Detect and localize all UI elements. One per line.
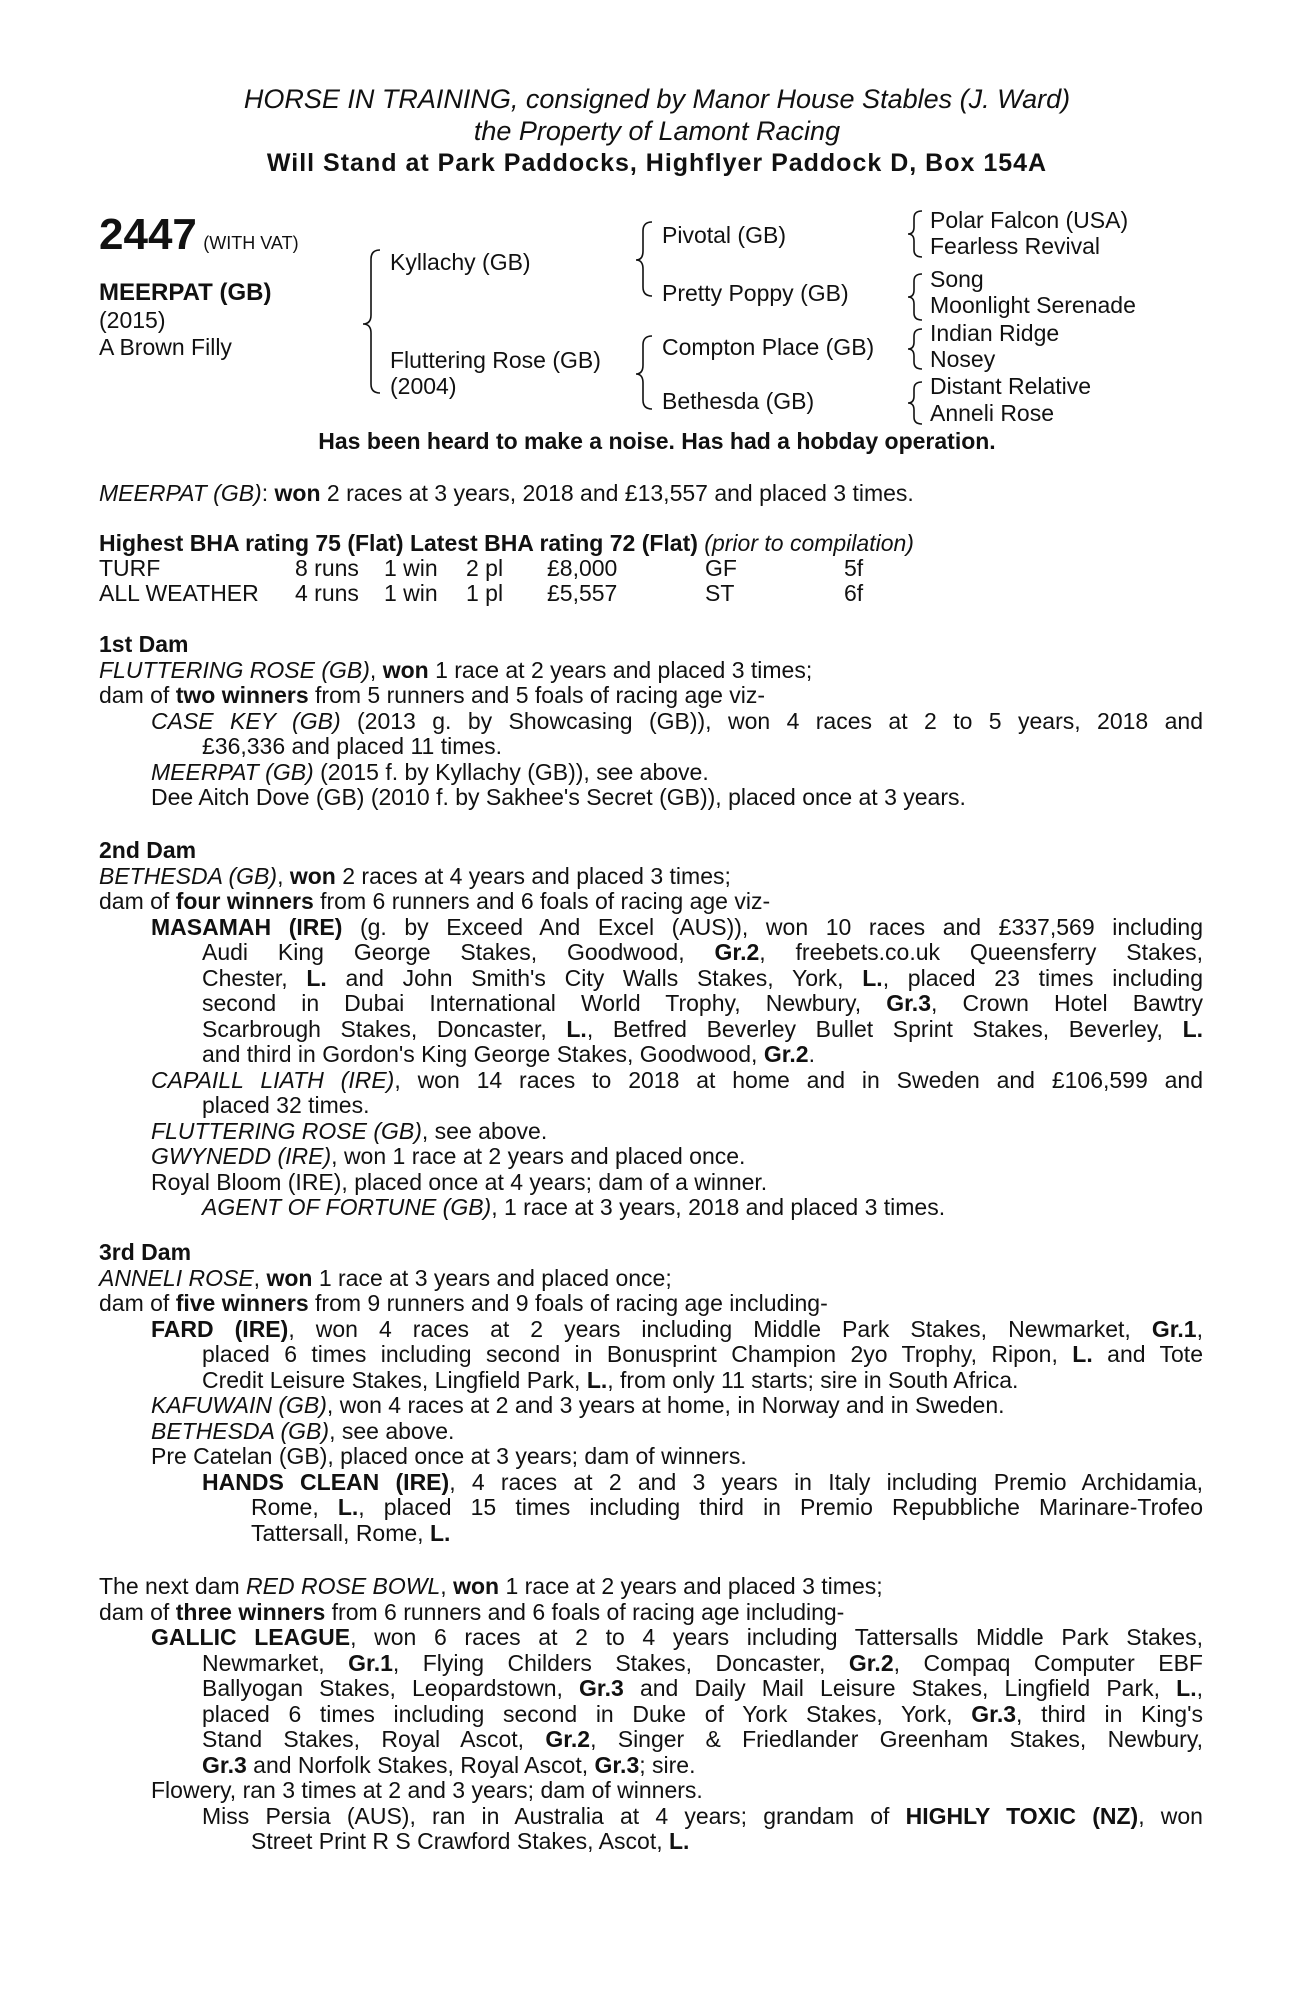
lot-vat: (WITH VAT) [203, 233, 299, 253]
brace-ss [908, 211, 922, 257]
section-heading: 3rd Dam [99, 1239, 192, 1265]
pedigree-sire: Kyllachy (GB) [390, 249, 531, 275]
brace-gen1 [363, 250, 380, 393]
pedigree-ddd: Anneli Rose [930, 400, 1055, 426]
brace-dd [908, 382, 922, 424]
lot-number: 2447 [99, 210, 197, 259]
third-dam-section: 3rd Dam ANNELI ROSE, won 1 race at 3 years and placed once; dam of five winners from 9 runners and 9 foals of racing age including- FARD (IRE), won 4 races at 2 years including Middle Park Stakes, Newmarket, Gr.1, placed 6 times including second in Bonusprint Champion 2yo Trophy, Ripon, L. and Tote Credit Leisure Stakes, Lingfield Park, L., from only 11 starts; sire in South Africa. KAFUWAIN (GB), won 4 races at 2 and 3 years at home, in Norway and in Sweden. BETHESDA (GB), see above. Pre Catelan (GB), placed once at 3 years; dam of winners. HANDS CLEAN (IRE), 4 races at 2 and 3 years in Italy including Premio Archidamia, Rome, L., placed 15 times including third in Premio Repubbliche Marinare-Trofeo Tattersall, Rome, L. [99, 1239, 1203, 1546]
header-location: Will Stand at Park Paddocks, Highflyer Paddock D, Box 154A [266, 149, 1048, 177]
pedigree-dss: Indian Ridge [930, 320, 1060, 346]
header-property: the Property of Lamont Racing [473, 116, 841, 146]
first-dam-section: 1st Dam FLUTTERING ROSE (GB), won 1 race at 2 years and placed 3 times; dam of two winners from 5 runners and 5 foals of racing age viz- CASE KEY (GB) (2013 g. by Showcasing (GB)), won 4 races at 2 to 5 years, 2018 and £36,336 and placed 11 times. MEERPAT (GB) (2015 f. by Kyllachy (GB)), see above. Dee Aitch Dove (GB) (2010 f. by Sakhee's Secret (GB)), placed once at 3 years. [99, 631, 1203, 810]
header-consignor: HORSE IN TRAINING, consigned by Manor House Stables (J. Ward) [243, 84, 1071, 114]
next-dam-section: The next dam RED ROSE BOWL, won 1 race at 2 years and placed 3 times; dam of three winners from 6 runners and 6 foals of racing age including- GALLIC LEAGUE, won 6 races at 2 to 4 years including Tattersalls Middle Park Stakes, Newmarket, Gr.1, Flying Childers Stakes, Doncaster, Gr.2, Compaq Computer EBF Ballyogan Stakes, Leopardstown, Gr.3 and Daily Mail Leisure Stakes, Lingfield Park, L., placed 6 times including second in Duke of York Stakes, York, Gr.3, third in King's Stand Stakes, Royal Ascot, Gr.2, Singer & Friedlander Greenham Stakes, Newbury, Gr.3 and Norfolk Stakes, Royal Ascot, Gr.3; sire. Flowery, ran 3 times at 2 and 3 years; dam of winners. Miss Persia (AUS), ran in Australia at 4 years; grandam of HIGHLY TOXIC (NZ), won Street Print R S Crawford Stakes, Ascot, L. [99, 1573, 1203, 1854]
section-heading: 2nd Dam [99, 837, 197, 863]
pedigree-sds: Song [930, 266, 984, 292]
wind-notice: Has been heard to make a noise. Has had a hobday operation. [318, 428, 996, 454]
catalogue-page: HORSE IN TRAINING, consigned by Manor House Stables (J. Ward) the Property of Lamont Racing Will Stand at Park Paddocks, Highflyer Paddock D, Box 154A 2447 (WITH VAT) MEERPAT (GB) (2015) A Brown Filly Kyllachy (GB) Fluttering Rose (GB) (2004) Pivotal (GB) Pretty Poppy (GB) Compton Place (GB) Bethesda (GB) Polar Falcon (USA) Fearless Revival Song Moonlight Serenade Indian Ridge Nosey Distant Relative Anneli Rose Has been heard to make a noise. Has had a hobday operation. MEERPAT (GB): won 2 races at 3 years, 2018 and £13,557 and placed 3 times. Highest BHA rating 75 (Flat) Latest BHA rating 72 (Flat) (prior to compilation) TURF 8 runs 1 win 2 pl £8,000 GF 5f ALL WEATHER 4 runs 1 win 1 pl £5,557 ST 6f 1st Dam FLUTTERING ROSE (GB), won 1 race at 2 years and placed 3 times; dam of two winners from 5 runners and 5 foals of racing age viz- CASE KEY (GB) (2013 g. by Showcasing (GB)), won 4 races at 2 to 5 years, 2018 and £36,336 and placed 11 times. MEERPAT (GB) (2015 f. by Kyllachy (GB)), see above. Dee Aitch Dove (GB) (2010 f. by Sakhee's Secret (GB)), placed once at 3 years. 2nd Dam BETHESDA (GB), won 2 races at 4 years and placed 3 times; dam of four winners from 6 runners and 6 foals of racing age viz- MASAMAH (IRE) (g. by Exceed And Excel (AUS)), won 10 races and £337,569 including Audi King George Stakes, Goodwood, Gr.2, freebets.co.uk Queensferry Stakes, Chester, L. and John Smith's City Walls Stakes, York, L., placed 23 times including second in Dubai International World Trophy, Newbury, Gr.3, Crown Hotel Bawtry Scarbrough Stakes, Doncaster, L., Betfred Beverley Bullet Sprint Stakes, Beverley, L. and third in Gordon's King George Stakes, Goodwood, Gr.2. CAPAILL LIATH (IRE), won 14 races to 2018 at home and in Sweden and £106,599 and placed 32 times. FLUTTERING ROSE (GB), see above. GWYNEDD (IRE), won 1 race at 2 years and placed once. Royal Bloom (IRE), placed once at 4 years; dam of a winner. AGENT OF FORTUNE (GB), 1 race at 3 years, 2018 and placed 3 times. 3rd Dam ANNELI ROSE, won 1 race at 3 years and placed once; dam of five winners from 9 runners and 9 foals of racing age including- FARD (IRE), won 4 races at 2 years including Middle Park Stakes, Newmarket, Gr.1, placed 6 times including second in Bonusprint Champion 2yo Trophy, Ripon, L. and Tote Credit Leisure Stakes, Lingfield Park, L., from only 11 starts; sire in South Africa. KAFUWAIN (GB), won 4 races at 2 and 3 years at home, in Norway and in Sweden. BETHESDA (GB), see above. Pre Catelan (GB), placed once at 3 years; dam of winners. HANDS CLEAN (IRE), 4 races at 2 and 3 years in Italy including Premio Archidamia, Rome, L., placed 15 times including third in Premio Repubbliche Marinare-Trofeo Tattersall, Rome, L. The next dam RED ROSE BOWL, won 1 race at 2 years and placed 3 times; dam of three winners from 6 runners and 6 foals of racing age including- GALLIC LEAGUE, won 6 races at 2 to 4 years including Tattersalls Middle Park Stakes, Newmarket, Gr.1, Flying Childers Stakes, Doncaster, Gr.2, Compaq Computer EBF Ballyogan Stakes, Leopardstown, Gr.3 and Daily Mail Leisure Stakes, Lingfield Park, L., placed 6 times including second in Duke of York Stakes, York, Gr.3, third in King's Stand Stakes, Royal Ascot, Gr.2, Singer & Friedlander Greenham Stakes, Newbury, Gr.3 and Norfolk Stakes, Royal Ascot, Gr.3; sire. Flowery, ran 3 times at 2 and 3 years; dam of winners. Miss Persia (AUS), ran in Australia at 4 years; grandam of HIGHLY TOXIC (NZ), won Street Print R S Crawford Stakes, Ascot, L. [0, 0, 1314, 2000]
pedigree-dam: Fluttering Rose (GB) [390, 347, 601, 373]
section-heading: 1st Dam [99, 631, 189, 657]
second-dam-section: 2nd Dam BETHESDA (GB), won 2 races at 4 years and placed 3 times; dam of four winners from 6 runners and 6 foals of racing age viz- MASAMAH (IRE) (g. by Exceed And Excel (AUS)), won 10 races and £337,569 including Audi King George Stakes, Goodwood, Gr.2, freebets.co.uk Queensferry Stakes, Chester, L. and John Smith's City Walls Stakes, York, L., placed 23 times including second in Dubai International World Trophy, Newbury, Gr.3, Crown Hotel Bawtry Scarbrough Stakes, Doncaster, L., Betfred Beverley Bullet Sprint Stakes, Beverley, L. and third in Gordon's King George Stakes, Goodwood, Gr.2. CAPAILL LIATH (IRE), won 14 races to 2018 at home and in Sweden and £106,599 and placed 32 times. FLUTTERING ROSE (GB), see above. GWYNEDD (IRE), won 1 race at 2 years and placed once. Royal Bloom (IRE), placed once at 4 years; dam of a winner. AGENT OF FORTUNE (GB), 1 race at 3 years, 2018 and placed 3 times. [99, 837, 1204, 1220]
pedigree-sss: Polar Falcon (USA) [930, 207, 1129, 233]
brace-dam [636, 336, 652, 409]
pedigree-sire-dam: Pretty Poppy (GB) [662, 280, 849, 306]
pedigree-dam-year: (2004) [390, 373, 457, 399]
pedigree-dds: Distant Relative [930, 373, 1092, 399]
pedigree-dsd: Nosey [930, 346, 996, 372]
horse-year: (2015) [99, 307, 166, 333]
horse-description: A Brown Filly [99, 334, 232, 360]
pedigree-dam-dam: Bethesda (GB) [662, 388, 815, 414]
pedigree-ssd: Fearless Revival [930, 233, 1100, 259]
horse-name: MEERPAT (GB) [99, 279, 272, 306]
pedigree-dam-sire: Compton Place (GB) [662, 334, 875, 360]
pedigree-sire-sire: Pivotal (GB) [662, 222, 786, 248]
pedigree-sdd: Moonlight Serenade [930, 292, 1136, 318]
brace-sire [636, 222, 652, 296]
brace-ds [908, 329, 922, 369]
brace-sd [908, 274, 922, 320]
race-summary: MEERPAT (GB): won 2 races at 3 years, 2018 and £13,557 and placed 3 times. [99, 480, 914, 506]
ratings-line: Highest BHA rating 75 (Flat) Latest BHA rating 72 (Flat) (prior to compilation) [99, 530, 914, 556]
